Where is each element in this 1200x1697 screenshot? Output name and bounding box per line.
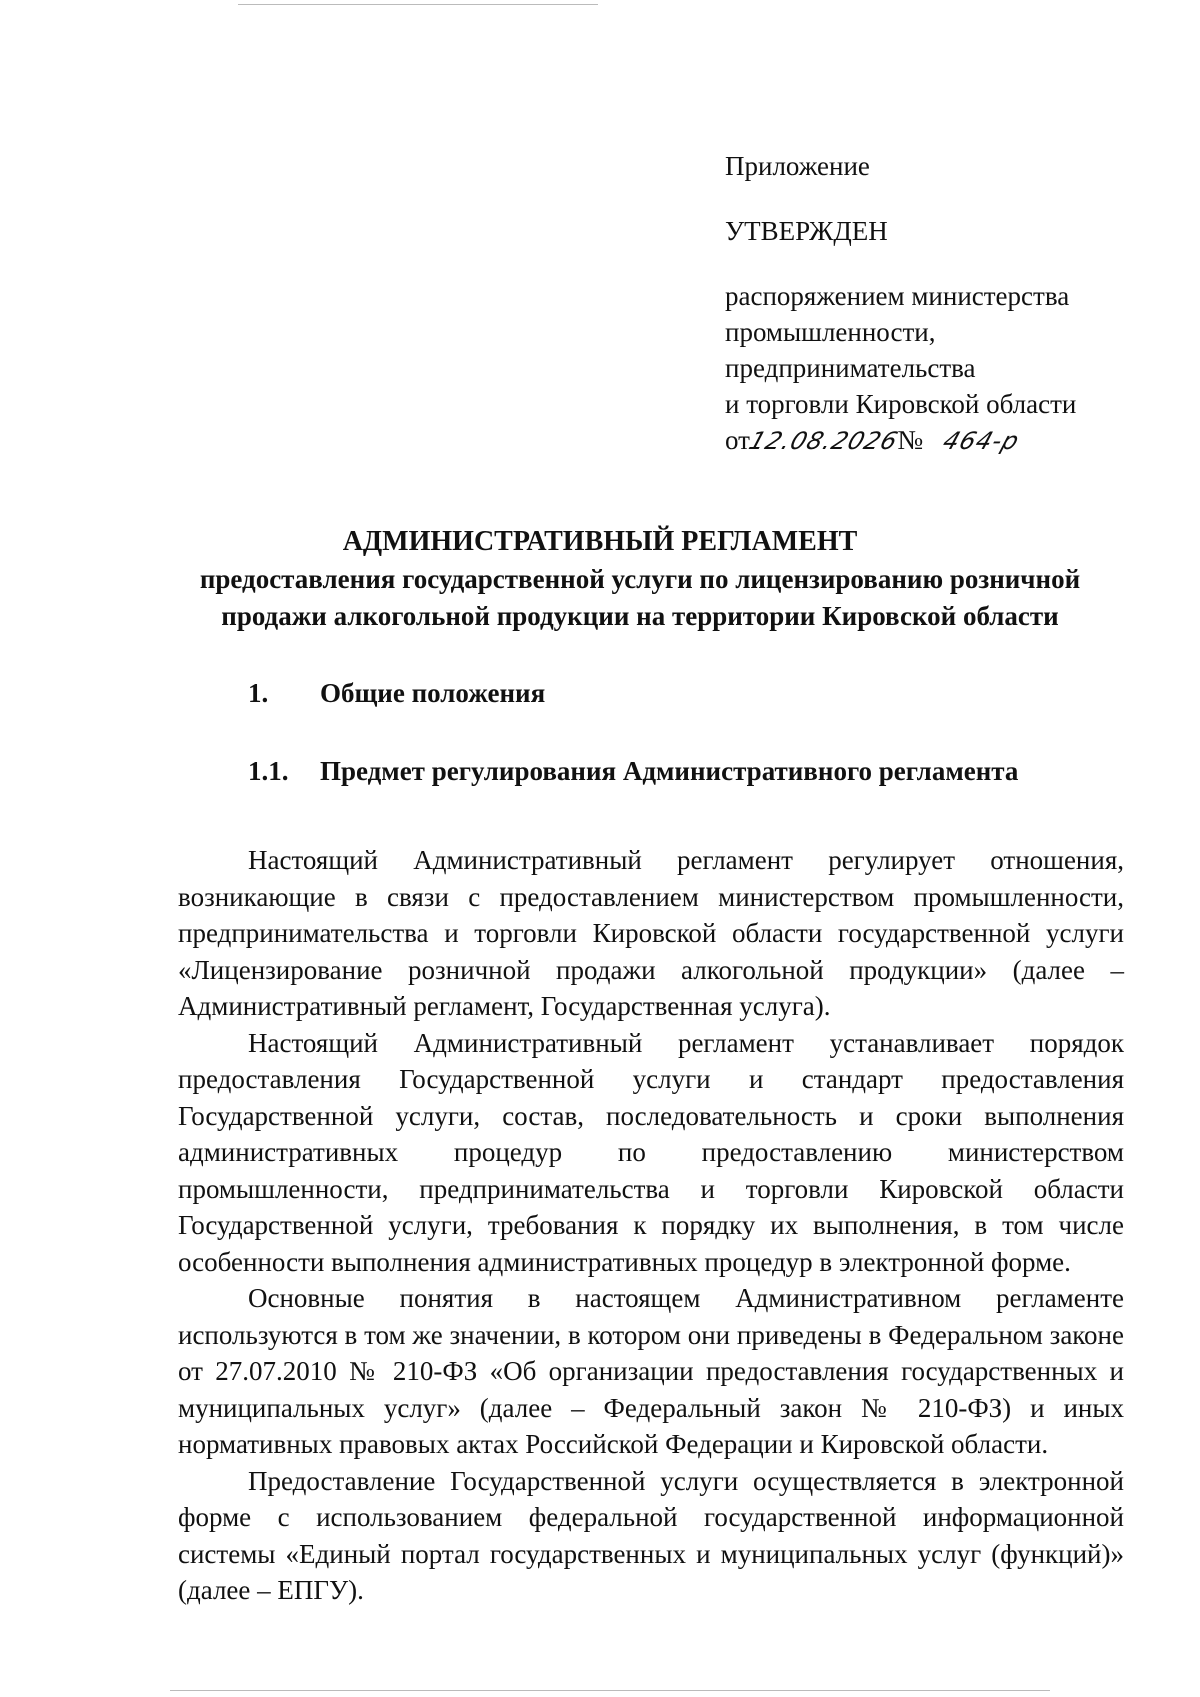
section-title: Предмет регулирования Административного регламента: [320, 756, 1019, 786]
scan-artifact-top: [238, 4, 598, 5]
approved-text: УТВЕРЖДЕН: [725, 216, 888, 246]
appendix-label: [725, 148, 1145, 184]
approved-label: [725, 213, 1145, 249]
section-title: Общие положения: [320, 678, 546, 708]
order-line-4: и торговли Кировской области: [725, 389, 1077, 419]
section-number: 1.: [248, 678, 269, 708]
section-heading-1-1: [248, 756, 1018, 787]
handwritten-date: 12.08.2026: [745, 427, 902, 455]
order-line-2: промышленности,: [725, 317, 936, 347]
body-text: [178, 842, 1124, 1609]
section-number: 1.1.: [248, 756, 289, 786]
order-line-1: распоряжением министерства: [725, 281, 1070, 311]
order-date-number-line: [725, 422, 1145, 459]
handwritten-number: 464-р: [939, 427, 1024, 455]
scan-artifact-bottom: [170, 1690, 1050, 1691]
paragraph: Основные понятия в настоящем Административном регламенте используются в том же значении, в котором они приведены в Федеральном законе от 27.07.2010 № 210-ФЗ «Об организации предоставления государственных и муниципальных услуг» (далее – Федеральный закон № 210-ФЗ) и иных нормативных правовых актах Российской Федерации и Кировской области.: [178, 1283, 1124, 1459]
section-heading-1: [248, 678, 545, 709]
appendix-text: Приложение: [725, 151, 870, 181]
document-title: АДМИНИСТРАТИВНЫЙ РЕГЛАМЕНТ: [342, 526, 858, 557]
number-sign: №: [897, 425, 924, 455]
paragraph: Настоящий Административный регламент регулирует отношения, возникающие в связи с предоставлением министерством промышленности, предпринимательства и торговли Кировской области государственной услуги «Лицензирование розничной продажи алкогольной продукции» (далее – Административный регламент, Государственная услуга).: [178, 845, 1124, 1021]
paragraph: Предоставление Государственной услуги осуществляется в электронной форме с использованием федеральной государственной информационной системы «Единый портал государственных и муниципальных услуг (функций)» (далее – ЕПГУ).: [178, 1465, 1124, 1605]
paragraph: Настоящий Административный регламент устанавливает порядок предоставления Государственной услуги и стандарт предоставления Государственной услуги, состав, последовательность и сроки выполнения административных процедур по предоставлению министерством промышленности, предпринимательства и торговли Кировской области Государственной услуги, требования к порядку их выполнения, в том числе особенности выполнения административных процедур в электронной форме.: [178, 1027, 1124, 1277]
document-subtitle: предоставления государственной услуги по лицензированию розничной продажи алкогольной продукции на территории Кировской области: [199, 564, 1081, 631]
approval-order-block: [725, 278, 1145, 459]
order-line-3: предпринимательства: [725, 353, 976, 383]
date-prefix: от: [725, 425, 750, 455]
